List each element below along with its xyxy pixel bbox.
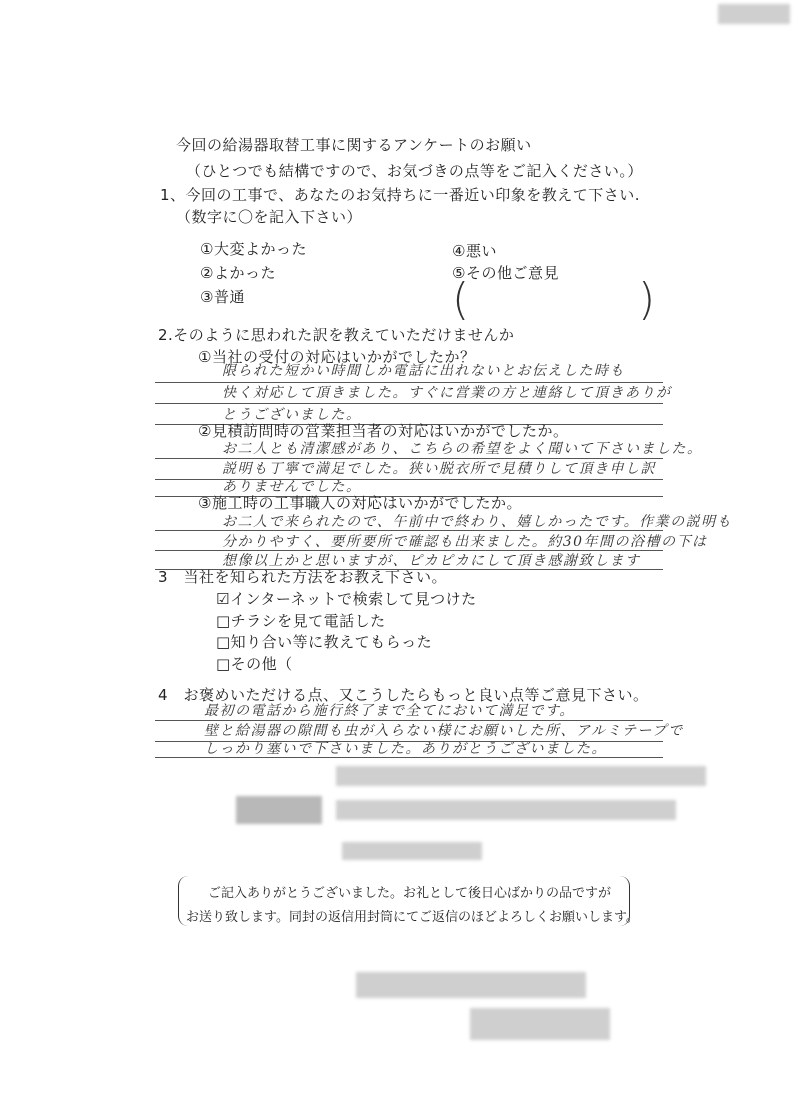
q4-answer-1: 最初の電話から施行終了まで全てにおいて満足です。 [204,703,575,719]
q4-answer-2: 壁と給湯器の隙間も虫が入らない様にお願いした所、アルミテープで [204,723,684,739]
q1-option-4[interactable]: ④悪い [452,242,497,260]
q2-sub2-label: ②見積訪問時の営業担当者の対応はいかがでしたか。 [198,422,569,440]
redacted-signature-2 [470,1008,610,1040]
q2-sub2-answer-1: お二人とも清潔感があり、こちらの希望をよく聞いて下さいました。 [222,441,703,457]
q1-option-5[interactable]: ⑤その他ご意見 [452,264,559,282]
closing-note-line-1: ご記入ありがとうございました。お礼として後日心ばかりの品ですが [208,886,612,901]
q2-question: 2.そのように思われた訳を教えていただけませんか [158,326,515,344]
q1-question: 1、今回の工事で、あなたのお気持ちに一番近い印象を教えて下さい. [160,186,641,204]
q2-sub1-label: ①当社の受付の対応はいかがでしたか？ [198,348,476,366]
q3-option-internet[interactable]: ☑インターネットで検索して見つけた [216,590,477,608]
q1-other-close-paren: ) [638,274,656,325]
redacted-signature-1 [356,972,586,998]
q2-sub3-label: ③施工時の工事職人の対応はいかがでしたか。 [198,494,522,512]
q1-option-1[interactable]: ①大変よかった [200,240,307,258]
q2-sub2-answer-3: ありませんでした。 [222,479,362,495]
q1-option-3[interactable]: ③普通 [200,288,245,306]
q1-option-2[interactable]: ②よかった [200,264,276,282]
survey-subtitle: （ひとつでも結構ですので、お気づきの点等をご記入ください。） [186,162,643,180]
q2-sub1-answer-3: とうございました。 [222,407,362,423]
q2-sub1-answer-2: 快く対応して頂きました。すぐに営業の方と連絡して頂きありが [222,385,672,401]
q3-option-flyer[interactable]: □チラシを見て電話した [216,612,386,630]
q2-sub2-answer-2: 説明も丁寧で満足でした。狭い脱衣所で見積りして頂き申し訳 [222,461,656,477]
q3-option-acquaintance[interactable]: □知り合い等に教えてもらった [216,633,433,651]
q4-question: 4 お褒めいただける点、又こうしたらもっと良い点等ご意見下さい。 [158,686,649,704]
q1-other-open-paren: ( [452,274,470,325]
q4-answer-3: しっかり塞いで下さいました。ありがとうございました。 [204,741,607,757]
redacted-info-2 [236,796,322,824]
survey-title: 今回の給湯器取替工事に関するアンケートのお願い [176,136,532,154]
q2-sub3-answer-1: お二人で来られたので、午前中で終わり、嬉しかったです。作業の説明も [222,514,733,530]
redacted-info-3 [336,800,676,820]
q2-sub3-answer-3: 想像以上かと思いますが、ピカピカにして頂き感謝致します [222,553,641,569]
redacted-info-1 [336,766,706,786]
q1-instruction: （数字に〇を記入下さい） [176,208,363,226]
q3-option-other[interactable]: □その他（ [216,655,293,673]
closing-note-line-2: お送り致します。同封の返信用封筒にてご返信のほどよろしくお願いします。 [186,910,639,925]
q3-question: 3 当社を知られた方法をお教え下さい。 [158,568,448,586]
q2-sub1-answer-1: 限られた短かい時間しか電話に出れないとお伝えした時も [222,363,625,379]
redacted-mark-top [718,4,790,24]
q2-sub3-answer-2: 分かりやすく、要所要所で確認も出来ました。約30年間の浴槽の下は [222,534,708,550]
redacted-info-4 [342,842,482,860]
